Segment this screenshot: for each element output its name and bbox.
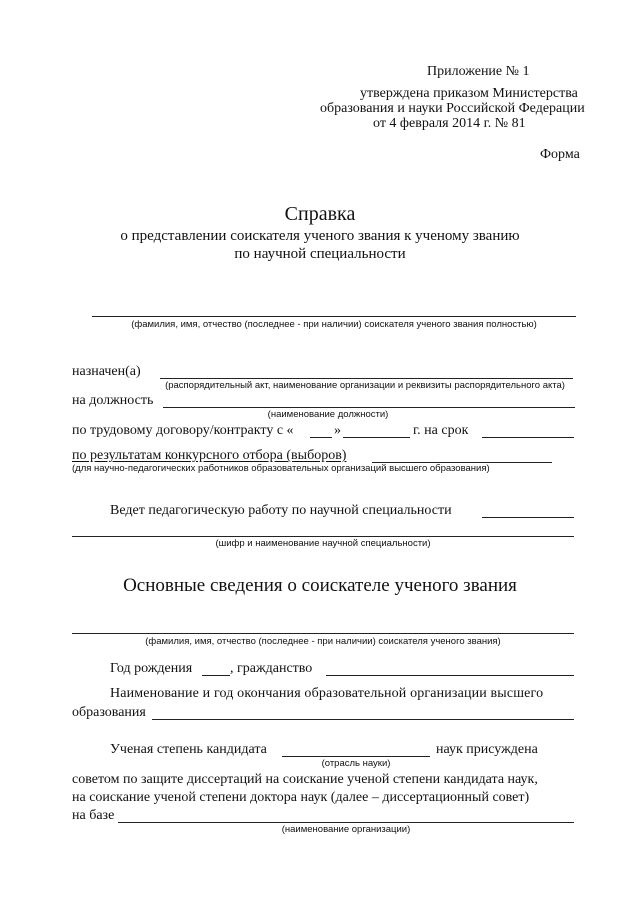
contract-text-a: по трудовому договору/контракту с « [72, 423, 294, 438]
approval-line-1: утверждена приказом Министерства [360, 86, 578, 101]
citizenship-label: , гражданство [230, 661, 313, 676]
position-caption: (наименование должности) [267, 409, 389, 420]
appointed-caption: (распорядительный акт, наименование организации и реквизиты распорядительного акта) [165, 380, 565, 391]
form-label: Форма [540, 147, 580, 162]
position-field-line[interactable] [163, 407, 575, 408]
fio2-field-line[interactable] [72, 633, 574, 634]
approval-line-3: от 4 февраля 2014 г. № 81 [373, 116, 526, 131]
competition-text: по результатам конкурсного отбора (выборов) [72, 448, 347, 463]
fio-caption: (фамилия, имя, отчество (последнее - при наличии) соискателя ученого звания полностью) [131, 319, 537, 330]
document-subtitle-2: по научной специальности [234, 246, 406, 262]
fio2-caption: (фамилия, имя, отчество (последнее - при наличии) соискателя ученого звания) [145, 636, 501, 647]
council-line-1: советом по защите диссертаций на соискание ученой степени кандидата наук, [72, 772, 538, 787]
contract-day-line[interactable] [310, 437, 332, 438]
teaching-field-line[interactable] [482, 517, 574, 518]
position-label: на должность [72, 393, 154, 408]
science-branch-line[interactable] [282, 756, 430, 757]
teaching-text: Ведет педагогическую работу по научной специальности [110, 503, 452, 518]
council-line-2: на соискание ученой степени доктора наук (далее – диссертационный совет) [72, 790, 530, 805]
document-subtitle-1: о представлении соискателя ученого звания к ученому званию [120, 228, 520, 244]
contract-term-line[interactable] [482, 437, 574, 438]
document-title: Справка [284, 203, 356, 225]
education-line-1: Наименование и год окончания образовательной организации высшего [110, 686, 544, 701]
science-branch-caption: (отрасль науки) [321, 758, 391, 769]
base-org-line[interactable] [118, 822, 574, 823]
competition-caption: (для научно-педагогических работников образовательных организаций высшего образования) [72, 463, 490, 474]
citizenship-line[interactable] [326, 675, 574, 676]
appendix-label: Приложение № 1 [427, 64, 530, 79]
contract-month-line[interactable] [343, 437, 410, 438]
base-label: на базе [72, 808, 115, 823]
appointed-field-line[interactable] [160, 378, 573, 379]
education-label: образования [72, 705, 146, 720]
fio-field-line[interactable] [92, 316, 576, 317]
birth-year-line[interactable] [202, 675, 230, 676]
degree-suffix: наук присуждена [436, 742, 538, 757]
birth-year-label: Год рождения [110, 661, 193, 676]
specialty-field-line[interactable] [72, 536, 574, 537]
contract-text-c: г. на срок [413, 423, 469, 438]
specialty-caption: (шифр и наименование научной специальности) [215, 538, 431, 549]
section-heading: Основные сведения о соискателе ученого звания [123, 575, 517, 596]
degree-label: Ученая степень кандидата [110, 742, 267, 757]
org-caption: (наименование организации) [281, 824, 411, 835]
contract-text-b: » [334, 423, 341, 438]
education-field-line[interactable] [152, 719, 574, 720]
approval-line-2: образования и науки Российской Федерации [320, 101, 585, 116]
appointed-label: назначен(а) [72, 364, 141, 379]
